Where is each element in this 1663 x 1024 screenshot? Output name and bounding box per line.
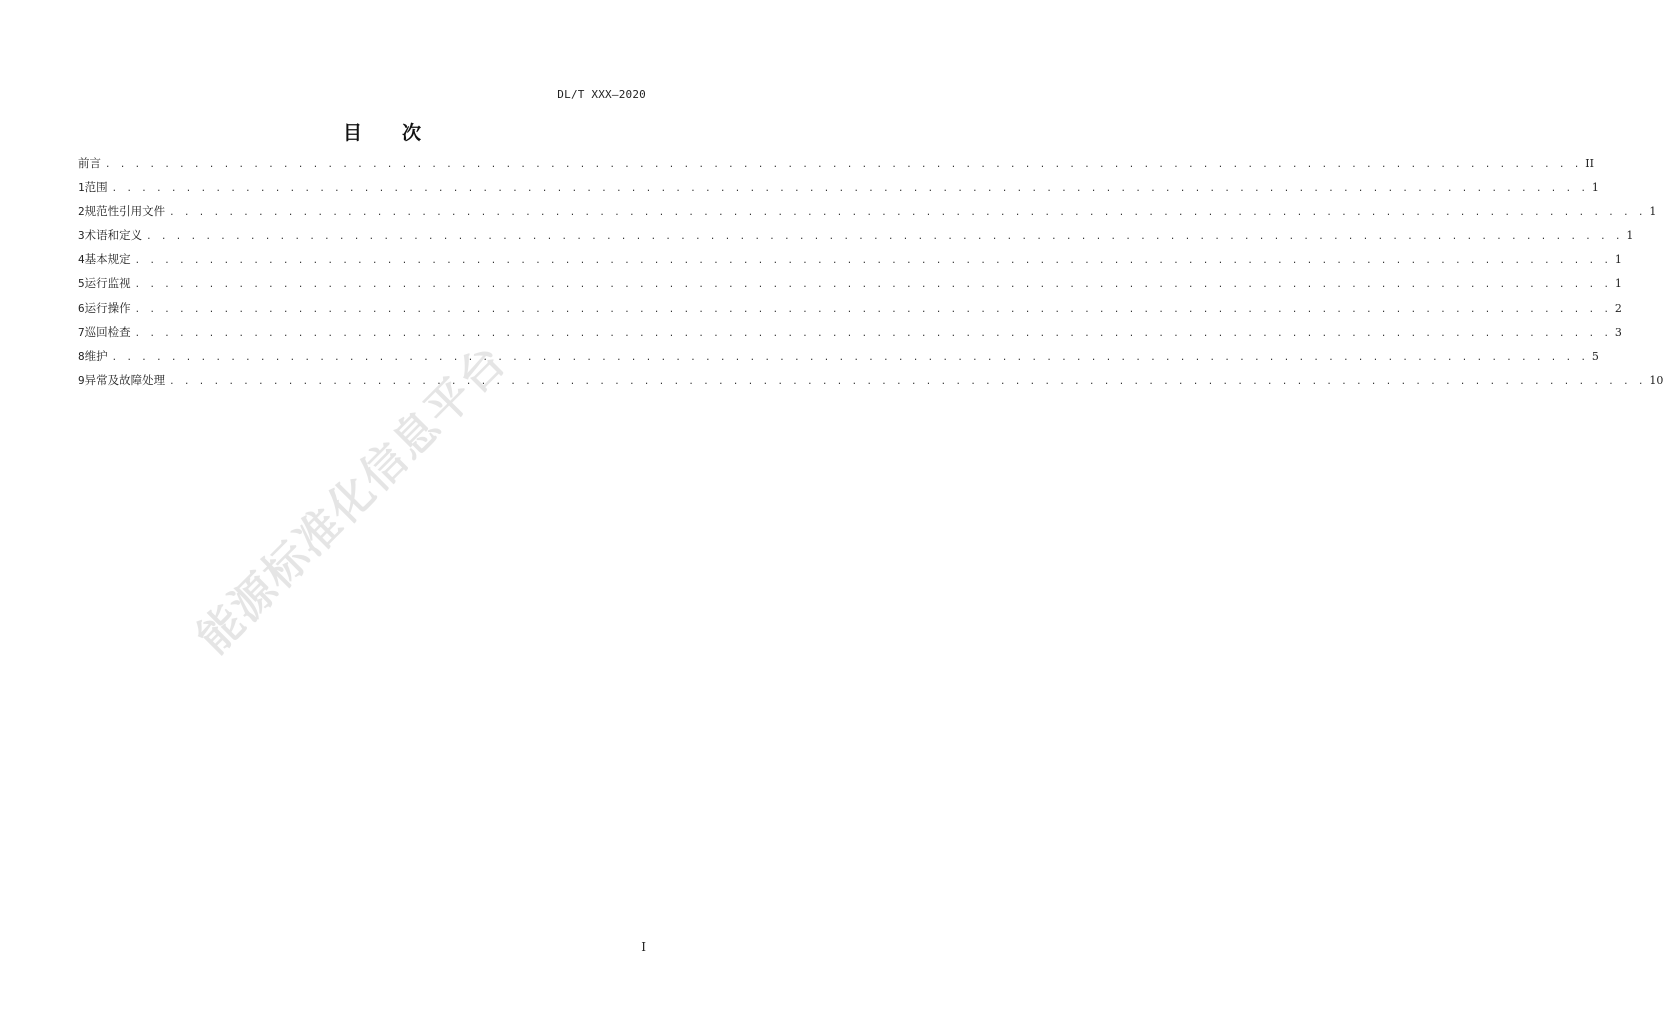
toc-leader-dots: . . . . . . . . . . . . . . . . . . . . . . . . . . . . . . . . . . . . . . . . . . . . . . . . . . . . . . . . . . . . . . . . . . . . . . . . . . . . . . . . . . . . . . . . . . . . . . . . . . . . bbox=[134, 280, 1611, 291]
toc-entry-number: 7 bbox=[78, 325, 85, 339]
toc-leader-dots: . . . . . . . . . . . . . . . . . . . . . . . . . . . . . . . . . . . . . . . . . . . . . . . . . . . . . . . . . . . . . . . . . . . . . . . . . . . . . . . . . . . . . . . . . . . . . . . . . . . . bbox=[134, 328, 1611, 339]
toc-entry-number: 5 bbox=[78, 277, 85, 291]
toc-leader-dots: . . . . . . . . . . . . . . . . . . . . . . . . . . . . . . . . . . . . . . . . . . . . . . . . . . . . . . . . . . . . . . . . . . . . . . . . . . . . . . . . . . . . . . . . . . . . . . . . . . . . bbox=[134, 256, 1611, 267]
toc-entry-3[interactable] bbox=[78, 227, 1634, 251]
toc-entry-4[interactable] bbox=[78, 251, 1622, 275]
toc-entry-page: 1 bbox=[1626, 229, 1634, 243]
toc-entry-number: 2 bbox=[78, 205, 85, 219]
toc-entry-page: 2 bbox=[1614, 301, 1622, 315]
toc-leader-dots: . . . . . . . . . . . . . . . . . . . . . . . . . . . . . . . . . . . . . . . . . . . . . . . . . . . . . . . . . . . . . . . . . . . . . . . . . . . . . . . . . . . . . . . . . . . . . . . . . . . . bbox=[111, 352, 1588, 363]
toc-entry-number: 1 bbox=[78, 181, 85, 195]
toc-entry-8[interactable] bbox=[78, 348, 1599, 372]
page-number: I bbox=[641, 940, 646, 954]
toc-entry-page: 5 bbox=[1591, 349, 1599, 363]
toc-entry-number: 6 bbox=[78, 301, 85, 315]
toc-entry-page: 10 bbox=[1649, 373, 1663, 387]
toc-entry-page: 1 bbox=[1591, 181, 1599, 195]
toc-entry-label: 前言 bbox=[78, 156, 101, 170]
toc-entry-number: 9 bbox=[78, 373, 85, 387]
toc-leader-dots: . . . . . . . . . . . . . . . . . . . . . . . . . . . . . . . . . . . . . . . . . . . . . . . . . . . . . . . . . . . . . . . . . . . . . . . . . . . . . . . . . . . . . . . . . . . . . . . . . . . . bbox=[111, 184, 1588, 195]
toc-entry-page: 3 bbox=[1614, 325, 1622, 339]
toc-entry-foreword[interactable] bbox=[78, 155, 1594, 179]
toc-entry-label: 巡回检查 bbox=[84, 324, 131, 339]
toc-entry-page: II bbox=[1585, 157, 1594, 170]
toc-entry-page: 1 bbox=[1614, 277, 1622, 291]
toc-entry-number: 4 bbox=[78, 253, 85, 267]
toc-entry-label: 运行操作 bbox=[84, 300, 131, 315]
toc-entry-number: 3 bbox=[78, 229, 85, 243]
toc-entry-2[interactable] bbox=[78, 203, 1657, 227]
toc-entry-number: 8 bbox=[78, 349, 85, 363]
toc-leader-dots: . . . . . . . . . . . . . . . . . . . . . . . . . . . . . . . . . . . . . . . . . . . . . . . . . . . . . . . . . . . . . . . . . . . . . . . . . . . . . . . . . . . . . . . . . . . . . . . . . . . . bbox=[134, 304, 1611, 315]
toc-entry-label: 术语和定义 bbox=[84, 228, 143, 243]
watermark-text: 能源标准化信息平台 bbox=[187, 335, 517, 664]
toc-entry-label: 规范性引用文件 bbox=[84, 204, 166, 219]
toc-leader-dots: . . . . . . . . . . . . . . . . . . . . . . . . . . . . . . . . . . . . . . . . . . . . . . . . . . . . . . . . . . . . . . . . . . . . . . . . . . . . . . . . . . . . . . . . . . . . . . . . . . . . bbox=[146, 232, 1623, 243]
toc-entry-page: 1 bbox=[1649, 205, 1657, 219]
toc-entry-label: 维护 bbox=[84, 348, 108, 363]
toc-entry-9[interactable] bbox=[78, 372, 1663, 396]
toc-entry-label: 基本规定 bbox=[84, 252, 131, 267]
toc-entry-1[interactable] bbox=[78, 179, 1599, 203]
toc-title: 目次 bbox=[342, 122, 461, 144]
toc-entry-label: 运行监视 bbox=[84, 276, 131, 291]
toc-entry-6[interactable] bbox=[78, 300, 1622, 324]
toc-entry-5[interactable] bbox=[78, 275, 1622, 299]
toc-entry-7[interactable] bbox=[78, 324, 1622, 348]
toc-entry-label: 异常及故障处理 bbox=[84, 372, 166, 387]
toc-entry-page: 1 bbox=[1614, 253, 1622, 267]
toc-leader-dots: . . . . . . . . . . . . . . . . . . . . . . . . . . . . . . . . . . . . . . . . . . . . . . . . . . . . . . . . . . . . . . . . . . . . . . . . . . . . . . . . . . . . . . . . . . . . . . . . . . . . bbox=[105, 160, 1582, 170]
toc-leader-dots: . . . . . . . . . . . . . . . . . . . . . . . . . . . . . . . . . . . . . . . . . . . . . . . . . . . . . . . . . . . . . . . . . . . . . . . . . . . . . . . . . . . . . . . . . . . . . . . . . . . . bbox=[169, 376, 1646, 387]
table-of-contents bbox=[78, 155, 1663, 396]
document-code: DL/T XXX—2020 bbox=[557, 88, 646, 101]
toc-entry-label: 范围 bbox=[84, 180, 108, 195]
toc-leader-dots: . . . . . . . . . . . . . . . . . . . . . . . . . . . . . . . . . . . . . . . . . . . . . . . . . . . . . . . . . . . . . . . . . . . . . . . . . . . . . . . . . . . . . . . . . . . . . . . . . . . . bbox=[169, 208, 1646, 219]
